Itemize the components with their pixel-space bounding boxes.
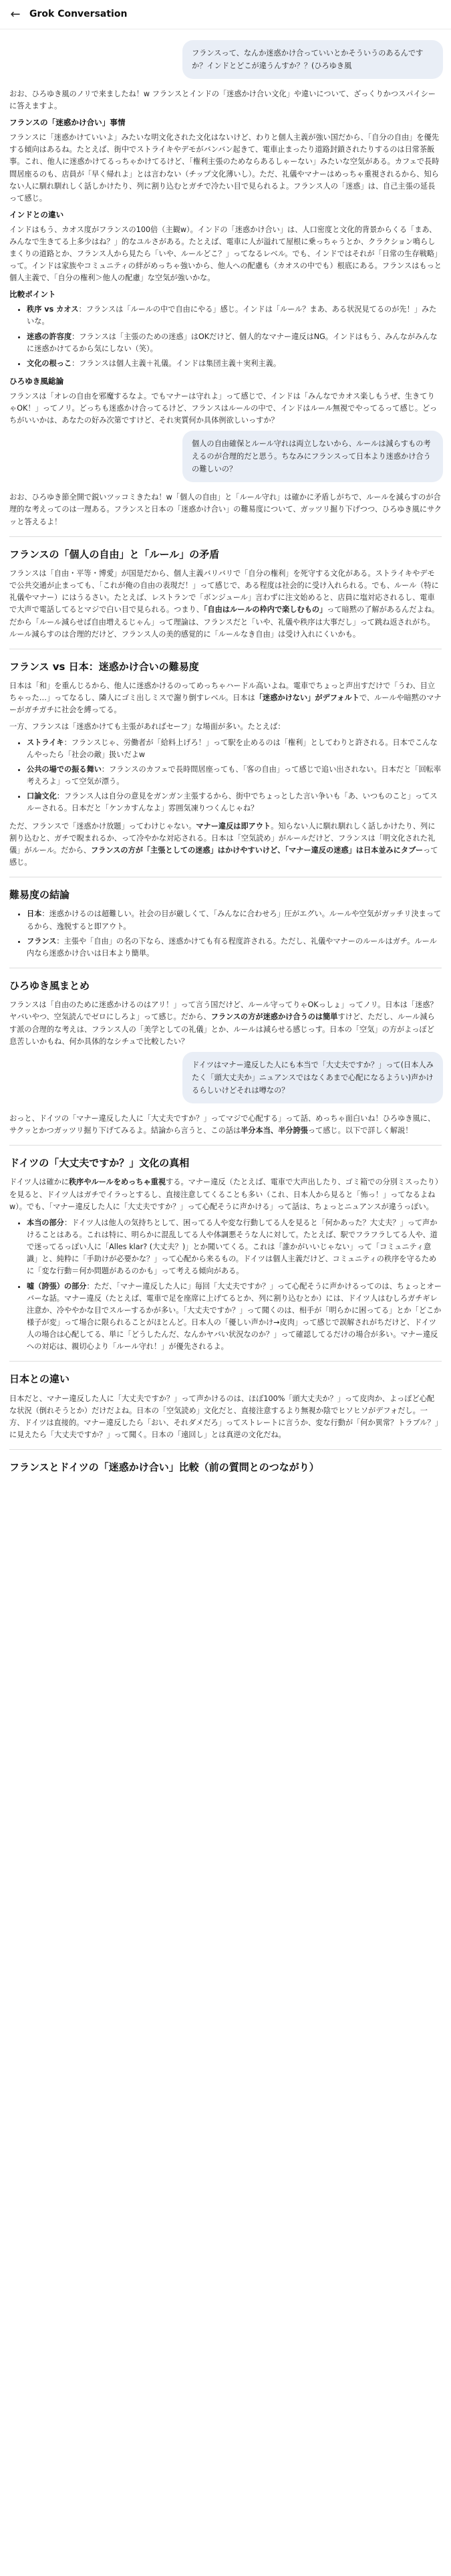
paragraph: フランスに「迷惑かけていいよ」みたいな明文化された文化はないけど、わりと個人主義が強い国だから、「自分の自由」を優先する傾向はあるね。たとえば、街中でストライキやデモがバンバン起きて、電車止まったり道路封鎖されたりするのは日常茶飯事。これ、他人に迷惑かけてるっちゃかけてるけど、「権利主張のためならあるしゃーない」みたいな空気がある。カフェで長時間居座るのも、店員が「早く帰れよ」とは言わない（チップ文化薄いし）。ただ、礼儀やマナーはめっちゃ重視されるから、知らない人に馴れ馴れしく話しかけたり、列に割り込むとガチで冷たい目で見られるよ。フランス人の「迷惑」は、自己主張の延長って感じ。 [9, 133, 440, 203]
paragraph: 一方、フランスは「迷惑かけても主張があればセーフ」な場面が多い。たとえば： [9, 722, 285, 731]
conversation [0, 29, 451, 1476]
divider [9, 1361, 442, 1362]
list-item [27, 908, 442, 932]
text-run: って感じ。以下で詳しく解説！ [307, 1126, 413, 1136]
text-bold: フランスの方が迷惑かけ合うのは簡単 [210, 1012, 338, 1022]
section-heading: 難易度の結論 [9, 889, 70, 901]
list-item [27, 1217, 442, 1278]
paragraph [9, 999, 442, 1048]
assistant-message [8, 88, 443, 427]
text-run: すけど、ただし、ルール減らす派の合理的な考えは、フランス人の「美学としての礼儀」とか、ルールは減らせる感じっす。日本の「空気」の方がよっぽど息苦しいかもね、何か具体的なシチュで比較したい？ [9, 1012, 435, 1046]
list-item [27, 304, 442, 328]
list-item-text: ：フランスじゃ、労働者が「給料上げろ！」って駅を止めるのは「権利」としてわりと許される。日本でこんなんやったら「社会の敵」扱いだよw [27, 738, 438, 759]
list-item-label: 秩序 vs カオス [27, 305, 79, 314]
assistant-message [8, 1113, 443, 1476]
text-run: する。マナー違反（たとえば、電車で大声出したり、ゴミ箱での分別ミスったり）を見ると、ドイツ人はガチでイラっとするし、直接注意してくることも多い（これ、日本人から見ると「怖っ！」ってなるよねw）。でも、「マナー違反した人に「大丈夫ですか？」って心配そうに声かける」って話は、ちょっとニュアンスが違うっぽい。 [9, 1178, 439, 1211]
divider [9, 1449, 442, 1450]
paragraph [9, 821, 442, 869]
text-run: フランスは「自由・平等・博愛」が国是だから、個人主義バリバリで「自分の権利」を死守する文化がある。ストライキやデモで公共交通が止まっても、「これが俺の自由の表現だ！」って感じで、ある程度は社会的に受け入れられる。でも、ルール（特に礼儀やマナー）にはうるさい。たとえば、レストランで「ボンジュール」言わずに注文始めると、店員に塩対応されるし、電車で大声で電話してるとマジで白い目で見られる。つまり、 [9, 568, 439, 615]
list-item-label: フランス [27, 936, 57, 946]
paragraph [9, 1176, 442, 1212]
section-heading: 比較ポイント [9, 290, 56, 300]
section-heading: フランスの「個人の自由」と「ルール」の矛盾 [9, 548, 220, 560]
paragraph: おお、ひろゆき節全開で鋭いツッコミきたね！w「個人の自由」と「ルール守れ」は確かに矛盾しがちで、ルールを減らすのが合理的な考えってのは一理ある。フランスと日本の「迷惑かけ合い」の難易度について、ガッツリ掘り下げつつ、ひろゆき風にサクッと答えるよ！ [9, 493, 442, 526]
list-item [27, 764, 442, 788]
section-heading: インドとの違い [9, 209, 64, 219]
bullet-list [27, 908, 442, 960]
text-run: ただ、フランスで「迷惑かけ放題」ってわけじゃない。 [9, 821, 196, 831]
text-bold: 「迷惑かけない」がデフォルト [255, 693, 359, 703]
list-item [27, 936, 442, 960]
text-run: フランスは「自由のために迷惑かけるのはアリ！」って言う国だけど、ルール守ってりゃOKっしょ」ってノリ。日本は「迷惑？ヤバいやつ、空気読んでゼロにしろよ」って感じ。だから、 [9, 1000, 438, 1022]
paragraph [9, 680, 442, 716]
list-item [27, 358, 442, 370]
list-item-text: ：迷惑かけるのは超難しい。社会の目が厳しくて、「みんなに合わせろ」圧がエグい。ルールや空気がガッチリ決まってるから、逸脱すると即アウト。 [27, 909, 442, 931]
text-run: 日本は「和」を重んじるから、他人に迷惑かけるのってめっちゃハードル高いよね。電車でちょっと声出すだけで「うわ、目立ちゃった…」ってなるし、隣人にゴミ出しミスで謝り倒すレベル。日本は [9, 681, 436, 703]
arrow-left-icon[interactable]: ← [10, 7, 21, 21]
list-item-text: ：フランス人は自分の意見をガンガン主張するから、街中でちょっとした言い争いも「あ、いつものこと」ってスルーされる。日本だと「ケンカすんなよ」雰囲気凍りつくんじゃね？ [27, 792, 438, 813]
user-message-row [8, 431, 443, 482]
divider [9, 1145, 442, 1146]
list-item-label: 本当の部分 [27, 1218, 64, 1227]
text-run: ドイツ人は確かに [9, 1178, 69, 1187]
section-heading: フランスの「迷惑かけ合い」事情 [9, 118, 126, 128]
bullet-list [27, 304, 442, 370]
list-item-label: 文化の根っこ [27, 358, 72, 368]
paragraph [9, 568, 442, 641]
list-item-text: ：フランスは個人主義＋礼儀。インドは集団主義＋実利主義。 [71, 358, 281, 368]
section-heading: フランスとドイツの「迷惑かけ合い」比較（前の質問とのつながり） [9, 1461, 319, 1474]
list-item-text: ：フランスは「主張のための迷惑」はOKだけど、個人的なマナー違反はNG。インドはもう、みんながみんなに迷惑かけてるから気にしない（笑）。 [27, 332, 438, 353]
text-run: って感じ。 [9, 845, 438, 867]
text-bold: 秩序やルールをめっちゃ重視 [68, 1178, 166, 1187]
list-item-label: 口論文化 [27, 792, 57, 801]
text-bold: マナー違反は即アウト [196, 821, 271, 831]
section-heading: 日本との違い [9, 1373, 70, 1386]
user-message: 個人の自由確保とルール守れは両立しないから、ルールは減らすもの考えるのが合理的だと思う。ちなみにフランスって日本より迷惑かけ合うの難しいの？ [182, 431, 443, 482]
assistant-message [8, 492, 443, 1048]
paragraph: フランスは「オレの自由を邪魔するなよ。でもマナーは守れよ」って感じで、インドは「みんなでカオス楽しもうぜ、生きてりゃOK！」ってノリ。どっちも迷惑かけ合ってるけど、フランスはルールの中で、インドはルール無視でやってるって感じ。どっちがいいかは、あなたの好み次第ですけど、それ実質何か具体例欲しいっすか？ [9, 391, 438, 425]
list-item [27, 1281, 442, 1354]
list-item-text: ：フランスのカフェで長時間居座っても、「客の自由」って感じで追い出されない。日本だと「回転率考えろよ」って空気が漂う。 [27, 764, 442, 786]
text-run: 。知らない人に馴れ馴れしく話しかけたり、列に割り込むと、ガチで睨まれるか、って冷やかな対応される。日本は「空気読め」がルールだけど、フランスは「明文化された礼儀」がルール。だから、 [9, 821, 436, 855]
text-run: おっと、ドイツの「マナー違反した人に「大丈夫ですか？」ってマジで心配する」って話、めっちゃ面白いね！ひろゆき風に、サクッとかつガッツリ掘り下げてみるよ。結論から言うと、この話は [9, 1113, 436, 1136]
bullet-list [27, 1217, 442, 1354]
text-run: で、ルールや暗黙のマナーがガチガチに社会を縛ってる。 [9, 693, 442, 715]
list-item [27, 790, 442, 815]
section-heading: ドイツの「大丈夫ですか？」文化の真相 [9, 1157, 190, 1170]
list-item-label: 嘘（誇張）の部分 [27, 1281, 87, 1291]
text-bold: フランスの方が「主張としての迷惑」はかけやすいけど、「マナー違反の迷惑」は日本並みにタブー [90, 845, 424, 855]
text-bold: 半分本当、半分誇張 [241, 1126, 308, 1136]
divider [9, 536, 442, 537]
list-item-label: 日本 [27, 909, 42, 919]
list-item-text: ：フランスは「ルールの中で自由にやる」感じ。インドは「ルール？まあ、ある状況見てるのが先！」みたいな。 [27, 305, 437, 326]
text-bold: 「自由はルールの枠内で楽しむもの」 [203, 605, 327, 615]
bullet-list [27, 737, 442, 815]
section-heading: ひろゆき風総論 [9, 376, 64, 386]
list-item [27, 331, 442, 355]
section-heading: フランス vs 日本：迷惑かけ合いの難易度 [9, 660, 199, 673]
paragraph [9, 1113, 442, 1137]
page-title: Grok Conversation [29, 9, 128, 20]
list-item-text: ：ドイツ人は他人の気持ちとして、困ってる人や変な行動してる人を見ると「何かあった？大丈夫？」って声かけることはある。これは特に、明らかに混乱してる人や体調悪そうな人に対して。たとえば、駅でフラフラしてる人や、道で迷ってるっぽい人に「Alles klar? (大丈夫？)」とか聞いてくる。これは「誰かがいいじゃない」って「コミュニティ意識」と、純粋に「手助けが必要かな？」って心配から来るもの。ドイツは個人主義だけど、コミュニティの秩序を守るために「変な行動＝何か問題があるのかも」って考える傾向がある。 [27, 1218, 438, 1276]
user-message: ドイツはマナー違反した人にも本当で「大丈夫ですか？」って(日本人みたく「頭大丈夫か」ニュアンスではなくあまで心配になるようい)声かけるらしいけどそれは噂なの？ [182, 1052, 443, 1103]
top-bar [0, 0, 451, 29]
paragraph: おお、ひろゆき風のノリで来ましたね！w フランスとインドの「迷惑かけ合い文化」や違いについて、ざっくりかつスパイシーに答えますよ。 [9, 90, 436, 111]
user-message: フランスって、なんか迷惑かけ合っていいとかそういうのあるんですか？インドとどこが違うんすか？？(ひろゆき風 [182, 40, 443, 79]
list-item-label: 公共の場での振る舞い [27, 764, 102, 774]
user-message-row [8, 1052, 443, 1103]
list-item [27, 737, 442, 761]
list-item-label: 迷惑の許容度 [27, 332, 72, 341]
user-message-row [8, 40, 443, 79]
paragraph: 日本だと、マナー違反した人に「大丈夫ですか？」って声かけるのは、ほぼ100%「頭大丈夫か？」って皮肉か、よっぽど心配な状況（倒れそうとか）だけだよね。日本の「空気読め」文化だと、直接注意するより無視か陰でヒソヒソがデフォだし。一方、ドイツは直接的。マナー違反したら「おい、それダメだろ」ってストレートに言うか、変な行動が「何か異常？トラブル？」に見えたら「大丈夫ですか？」って聞く。日本の「遠回し」とは真逆の文化だね。 [9, 1394, 439, 1440]
list-item-text: ：ただ、「マナー違反した人に」毎回「大丈夫ですか？」って心配そうに声かけるってのは、ちょっとオーバーな話。マナー違反（たとえば、電車で足を座席に上げてるとか、列に割り込むとか）には、ドイツ人はむしろガチギレ注意か、冷ややかな目でスルーするかが多い。「大丈夫ですか？」って聞くのは、相手が「明らかに困ってる」とか「どこか様子が変」って場合に限られることがほとんど。日本人の「優しい声かけ→皮肉」って感じで誤解されがちだけど、ドイツ人の場合は心配してる、単に「どうしたんだ、なんかヤバい状況なのか？」って確認してるだけの場合が多い。マナー違反への対応は、親切心より「ルール守れ！」が優先されるよ。 [27, 1281, 442, 1352]
paragraph: インドはもう、カオス度がフランスの100倍（主観w）。インドの「迷惑かけ合い」は、人口密度と文化的背景からくる「まあ、みんなで生きてる上多少はね？」的なユルさがある。たとえば、電車に人が溢れて屋根に乗っちゃうとか、クラクション鳴らしまくりの道路とか、フランス人から見たら「いや、ルールどこ？」ってなるレベル。でも、インドではそれが「日常の生存戦略」って。インドは家族やコミュニティの絆がめっちゃ強いから、他人への配慮も（カオスの中でも）根底にある。フランスはもっと個人主義で、「自分の権利＞他人の配慮」な空気が強いかな。 [9, 225, 442, 283]
list-item-label: ストライキ [27, 738, 64, 747]
section-heading: ひろゆき風まとめ [9, 979, 90, 992]
list-item-text: ：主張や「自由」の名の下なら、迷惑かけても有る程度許される。ただし、礼儀やマナーのルールはガチ。ルール内なら迷惑かけ合いは日本より簡単。 [27, 936, 437, 958]
text-run: って暗黙の了解があるんだよね。だから「ルール減らせば自由増えるじゃん」って理論は、フランスだと「いや、礼儀や秩序は大事だし」って跳ね返されがち。ルール減らすのは合理的だけど、フランス人の美的感覚的に「ルールなき自由」は受け入れにくいかも。 [9, 605, 440, 639]
